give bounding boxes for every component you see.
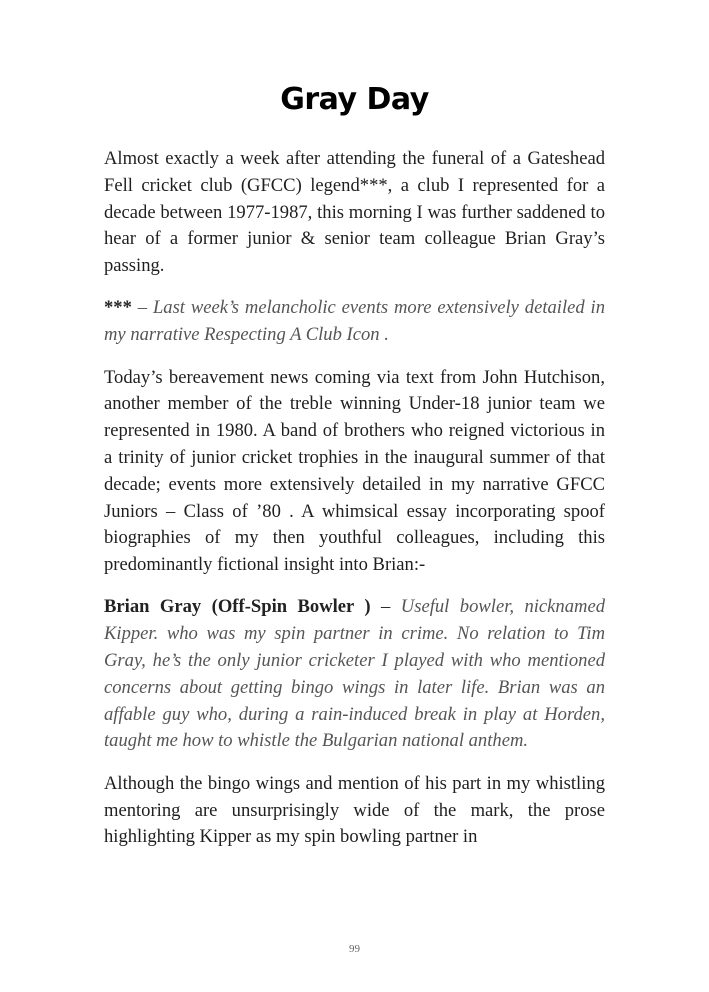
page-number: 99	[349, 943, 360, 955]
bio-separator: –	[370, 596, 401, 618]
paragraph-funeral: Almost exactly a week after attending the funeral of a Gateshead Fell cricket club (GFCC) legend***, a club I represented for a decade between 1977-1987, this morning I was further saddened to hear of a former junior & senior team colleague Brian Gray’s passing.	[104, 148, 605, 277]
footnote-marker: ***	[104, 297, 132, 319]
chapter-title: Gray Day	[280, 82, 429, 117]
footnote-text: Last week’s melancholic events more extensively detailed in my narrative Respecting A Club Icon .	[104, 297, 606, 346]
chapter-body	[104, 146, 605, 867]
paragraph-continuation: Although the bingo wings and mention of his part in my whistling mentoring are unsurprisingly wide of the mark, the prose highlighting Kipper as my spin bowling partner in	[104, 772, 605, 848]
bio-entry	[104, 594, 605, 755]
paragraph-bereavement: Today’s bereavement news coming via text from John Hutchison, another member of the treble winning Under-18 junior team we represented in 1980. A band of brothers who reigned victorious in a trinity of junior cricket trophies in the inaugural summer of that decade; events more extensively detailed in my narrative GFCC Juniors – Class of ’80 . A whimsical essay incorporating spoof biographies of my then youthful colleagues, including this predominantly fictional insight into Brian:-	[104, 366, 605, 576]
bio-text: Useful bowler, nicknamed Kipper. who was my spin partner in crime. No relation to Tim Gray, he’s the only junior cricketer I played with who mentioned concerns about getting bingo wings in later life. Brian was an affable guy who, during a rain-induced break in play at Horden, taught me how to whistle the Bulgarian national anthem.	[104, 596, 606, 752]
footnote	[104, 295, 605, 349]
footnote-separator: –	[131, 297, 153, 319]
bio-name: Brian Gray (Off-Spin Bowler )	[104, 596, 371, 618]
